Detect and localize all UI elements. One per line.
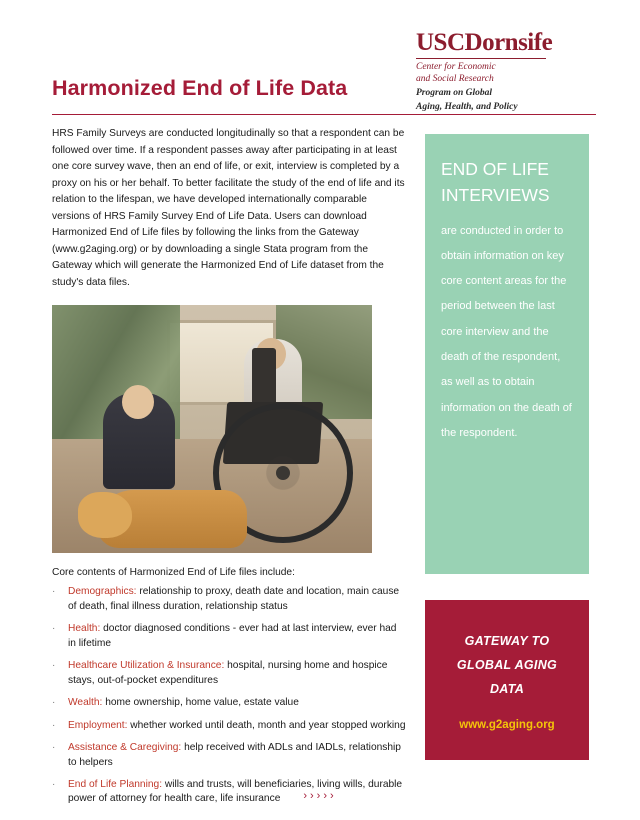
list-item-term: Wealth: xyxy=(68,697,103,709)
intro-paragraph: HRS Family Surveys are conducted longitudinally so that a respondent can be followed over time. If a respondent passes away after participating in at least one core survey wave, then an end of life, or exit, interview is completed by a proxy on his or her behalf. To better facilitate the study of the end of life and its relation to the lifespan, we have developed internationally comparable versions of HRS Family Survey End of Life Data. Users can download Harmonized End of Life files by following the links from the Gateway (www.g2aging.org) or by downloading a single Stata program from the Gateway which will generate the Harmonized End of Life dataset from the study's data files. xyxy=(52,128,405,288)
gateway-callout[interactable] xyxy=(425,600,589,760)
list-item xyxy=(52,741,407,770)
gateway-heading-line-1: GATEWAY TO xyxy=(464,634,550,648)
list-item-text xyxy=(68,696,407,710)
end-of-life-interviews-callout xyxy=(425,134,589,574)
logo-program-line-2: Aging, Health, and Policy xyxy=(416,101,518,112)
list-item xyxy=(52,585,407,614)
main-content-column xyxy=(52,126,407,815)
core-contents-label: Core contents of Harmonized End of Life files include: xyxy=(52,567,295,579)
logo-program-line-1: Program on Global xyxy=(416,87,493,98)
logo-divider xyxy=(416,58,546,59)
list-item-term: Healthcare Utilization & Insurance: xyxy=(68,660,225,672)
list-item-detail: home ownership, home value, estate value xyxy=(102,697,299,709)
list-item-detail: whether worked until death, month and year stopped working xyxy=(127,719,406,731)
core-contents-list xyxy=(52,585,407,807)
callout-body: are conducted in order to obtain information on key core content areas for the period between the last core interview and the death of the respondent, as well as to obtain information on the death of the respondent. xyxy=(441,224,572,439)
bullet-marker: · xyxy=(52,660,56,672)
bullet-marker: · xyxy=(52,779,56,790)
logo-wordmark xyxy=(416,30,596,55)
list-item xyxy=(52,696,407,710)
gateway-heading-line-3: DATA xyxy=(489,681,525,696)
logo-center-line-2: and Social Research xyxy=(416,73,494,84)
list-item xyxy=(52,719,407,733)
bullet-marker: · xyxy=(52,586,56,598)
list-item-text xyxy=(68,585,407,614)
list-item-text xyxy=(68,741,407,770)
list-item-term: Assistance & Caregiving: xyxy=(68,742,182,754)
list-item xyxy=(52,622,407,651)
gateway-heading-line-2: GLOBAL AGING xyxy=(456,657,558,672)
gateway-url-link[interactable]: www.g2aging.org xyxy=(459,719,555,732)
callout-heading: END OF LIFE INTERVIEWS xyxy=(441,159,550,206)
list-item-detail: wills and trusts, will beneficiaries, living wills, durable power of attorney for health care, life insurance xyxy=(68,779,403,805)
list-item xyxy=(52,659,407,688)
logo-dornsife-text: Dornsife xyxy=(464,29,553,56)
caregiver-photo xyxy=(52,305,372,553)
photo-dog-head xyxy=(78,492,132,538)
logo-center-line-1: Center for Economic xyxy=(416,62,496,72)
page-header xyxy=(0,26,640,116)
list-item-text xyxy=(68,622,407,651)
list-item-term: End of Life Planning: xyxy=(68,779,163,790)
logo-usc-text: USC xyxy=(416,29,465,56)
list-item-text xyxy=(68,719,407,733)
list-item-detail: hospital, nursing home and hospice stays, out-of-pocket expenditures xyxy=(68,660,388,686)
bullet-marker: · xyxy=(52,719,56,731)
list-item-text xyxy=(68,659,407,688)
list-item-detail: doctor diagnosed conditions - ever had at last interview, ever had in lifetime xyxy=(68,623,397,649)
usc-dornsife-logo xyxy=(416,30,596,114)
title-divider xyxy=(52,114,596,115)
bullet-marker: · xyxy=(52,623,56,635)
footer-chevrons-icon: ››››› xyxy=(303,790,337,802)
list-item-detail: relationship to proxy, death date and location, main cause of death, final illness duration, relationship status xyxy=(68,586,400,612)
list-item-term: Health: xyxy=(68,623,101,635)
list-item-detail: help received with ADLs and IADLs, relationship to helpers xyxy=(68,742,401,768)
list-item-term: Demographics: xyxy=(68,586,137,598)
page-title: Harmonized End of Life Data xyxy=(52,76,348,100)
bullet-marker: · xyxy=(52,697,56,709)
list-item-term: Employment: xyxy=(68,719,128,731)
bullet-marker: · xyxy=(52,742,56,754)
